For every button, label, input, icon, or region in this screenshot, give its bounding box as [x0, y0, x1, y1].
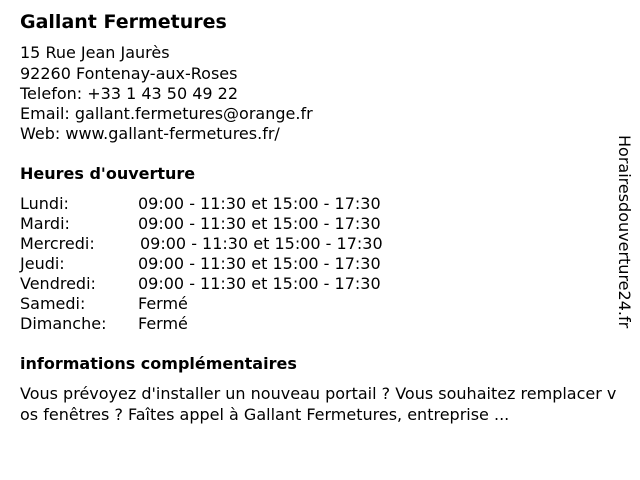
address-city: 92260 Fontenay-aux-Roses [20, 64, 238, 83]
site-watermark-text: Horairesdouverture24.fr [615, 135, 634, 329]
hours-row-saturday [20, 294, 440, 314]
day-hours: Fermé [138, 314, 188, 333]
hours-row-monday [20, 194, 440, 214]
additional-info-text: Vous prévoyez d'installer un nouveau portail ? Vous souhaitez remplacer vos fenêtres ? Faîtes appel à Gallant Fermetures, entreprise ... [20, 384, 617, 424]
phone-number: Telefon: +33 1 43 50 49 22 [20, 84, 239, 103]
hours-row-wednesday [20, 234, 440, 254]
additional-info-heading: informations complémentaires [20, 354, 297, 373]
day-hours: 09:00 - 11:30 et 15:00 - 17:30 [138, 194, 381, 213]
day-label: Mercredi: [20, 234, 95, 253]
day-label: Vendredi: [20, 274, 96, 293]
hours-row-thursday [20, 254, 440, 274]
day-hours: 09:00 - 11:30 et 15:00 - 17:30 [138, 214, 381, 233]
day-label: Mardi: [20, 214, 70, 233]
website-url: Web: www.gallant-fermetures.fr/ [20, 124, 280, 143]
hours-row-friday [20, 274, 440, 294]
hours-row-tuesday [20, 214, 440, 234]
day-label: Jeudi: [20, 254, 65, 273]
day-hours: 09:00 - 11:30 et 15:00 - 17:30 [140, 234, 383, 253]
address-street: 15 Rue Jean Jaurès [20, 43, 170, 62]
day-hours: 09:00 - 11:30 et 15:00 - 17:30 [138, 274, 381, 293]
hours-row-sunday [20, 314, 440, 334]
day-label: Lundi: [20, 194, 69, 213]
day-label: Samedi: [20, 294, 86, 313]
day-label: Dimanche: [20, 314, 107, 333]
site-watermark [612, 135, 634, 375]
business-name: Gallant Fermetures [20, 11, 227, 33]
email-address: Email: gallant.fermetures@orange.fr [20, 104, 313, 123]
day-hours: Fermé [138, 294, 188, 313]
day-hours: 09:00 - 11:30 et 15:00 - 17:30 [138, 254, 381, 273]
opening-hours-heading: Heures d'ouverture [20, 164, 196, 183]
